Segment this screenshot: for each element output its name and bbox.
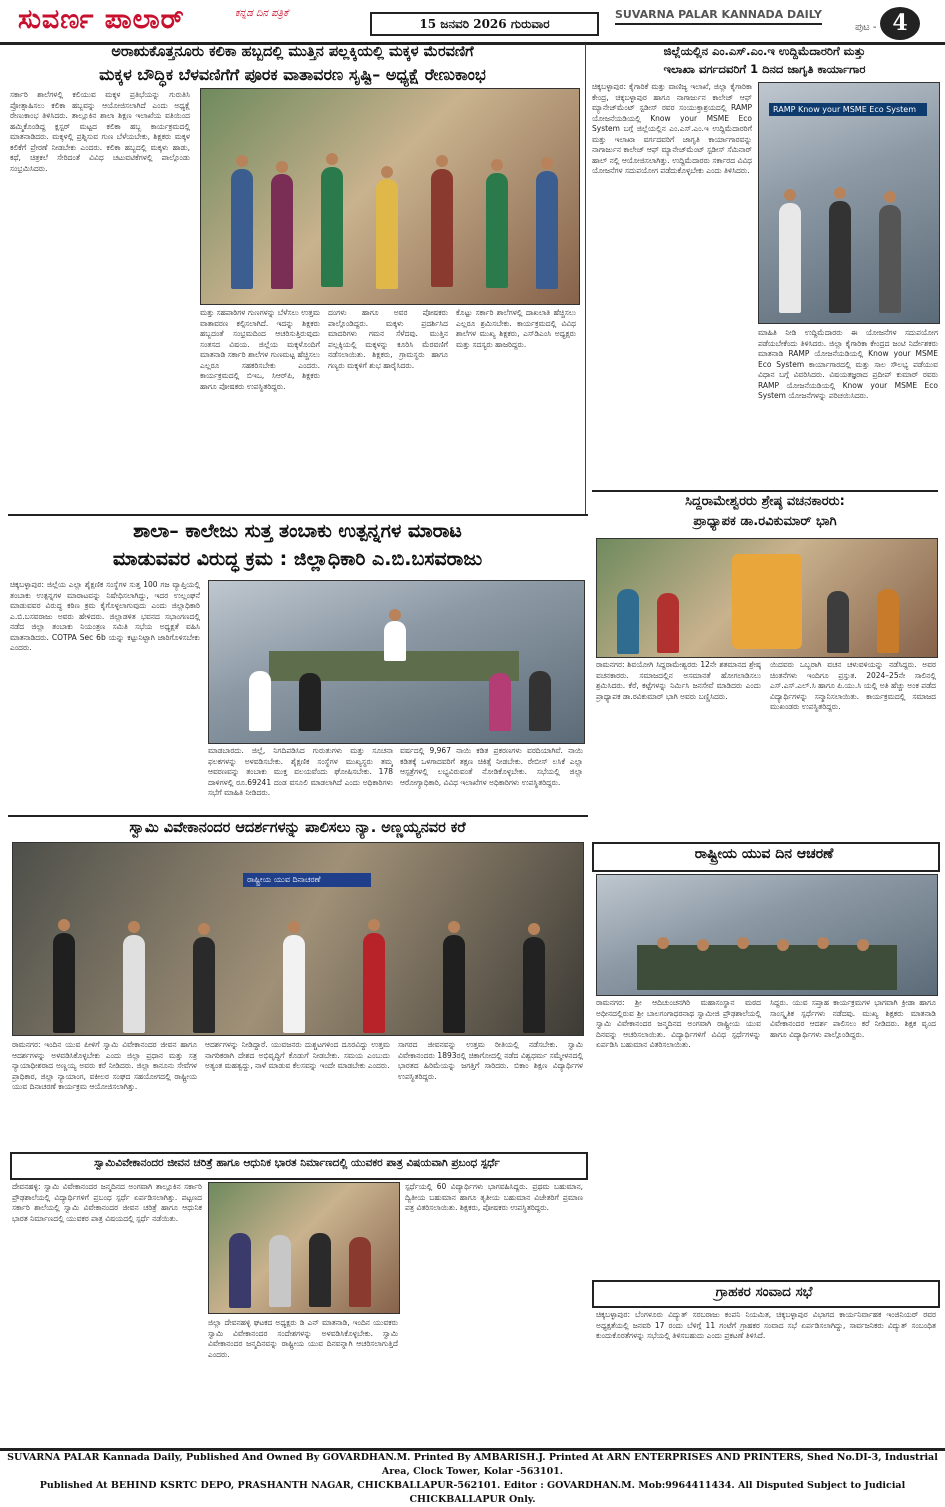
story4-column-1: ರಾಮನಗರ: ಶಿವಯೋಗಿ ಸಿದ್ದರಾಮೇಶ್ವರರು 12ನೇ ಶತಮಾನದ ಶ್ರೇಷ್ಠ ವಚನಕಾರರು. ಸಮಾಜದಲ್ಲಿನ ಅಸಮಾನತೆ ಹೋಗಲಾಡಿಸಲು ಶ್ರಮಿಸಿದರು. ಕೆರೆ, ಕಟ್ಟೆಗಳನ್ನು ನಿರ್ಮಿಸಿ ಜನಸೇವೆ ಮಾಡಿದರು ಎಂದು ಪ್ರಾಧ್ಯಾಪಕ ಡಾ.ರವಿಕುಮಾರ್ ಭಾಗಿ ಅವರು ಬಣ್ಣಿಸಿದರು. (596, 660, 761, 701)
story3-headline-2: ಮಾಡುವವರ ವಿರುದ್ಧ ಕ್ರಮ : ಜಿಲ್ಲಾಧಿಕಾರಿ ಎ.ಬಿ.ಬಸವರಾಜು (112, 548, 483, 570)
story1-headline-2: ಮಕ್ಕಳ ಬೌದ್ಧಿಕ ಬೆಳವಣಿಗೆಗೆ ಪೂರಕ ವಾತಾವರಣ ಸೃಷ್ಟಿ– ಅಧ್ಯಕ್ಷೆ ರೇಣುಕಾಂಭ (99, 65, 486, 84)
story2-column-1: ಚಿಕ್ಕಬಳ್ಳಾಪುರ: ಕೈಗಾರಿಕೆ ಮತ್ತು ವಾಣಿಜ್ಯ ಇಲಾಖೆ, ಜಿಲ್ಲಾ ಕೈಗಾರಿಕಾ ಕೇಂದ್ರ, ಚಿಕ್ಕಬಳ್ಳಾಪುರ ಹಾಗೂ ನಾಗಾರ್ಜುನ ಕಾಲೇಜ್ ಆಫ್ ಮ್ಯಾನೇಜ್‌ಮೆಂಟ್ ಸ್ಟಡೀಸ್ ರವರ ಸಂಯುಕ್ತಾಶ್ರಯದಲ್ಲಿ RAMP ಯೋಜನೆಯಡಿಯಲ್ಲಿ Know your MSME Eco System ಬಗ್ಗೆ ಜಿಲ್ಲೆಯಲ್ಲಿನ ಎಂ.ಎಸ್.ಎಂ.ಇ ಉದ್ದಿಮೆದಾರರಿಗೆ ಮತ್ತು ಇಲಾಖಾ ವರ್ಗದವರಿಗೆ ಜಾಗೃತಿ ಕಾರ್ಯಾಗಾರವನ್ನು ನಾಗಾರ್ಜುನ ಕಾಲೇಜ್ ಆಫ್ ಮ್ಯಾನೇಜ್‌ಮೆಂಟ್ ಸ್ಟಡೀಸ್ ಸೆಮಿನಾರ್ ಹಾಲ್ ನಲ್ಲಿ ಆಯೋಜಿಸಲಾಗಿತ್ತು. ಉದ್ದಿಮೆದಾರರು ಸರ್ಕಾರದ ವಿವಿಧ ಯೋಜನೆಗಳ ಸದುಪಯೋಗ ಪಡೆದುಕೊಳ್ಳಬೇಕು ಎಂದು ತಿಳಿಸಿದರು. (592, 82, 752, 175)
story3-photo (208, 580, 585, 744)
section-divider (8, 815, 588, 817)
story7-column-1: ರಾಮನಗರ: ಶ್ರೀ ಆದಿಚುಂಚನಗಿರಿ ಮಹಾಸಂಸ್ಥಾನ ಮಠದ ಅಧೀನದಲ್ಲಿರುವ ಶ್ರೀ ಬಾಲಗಂಗಾಧರನಾಥ ಸ್ವಾಮೀಜಿ ಪ್ರೌಢಶಾಲೆಯಲ್ಲಿ ಸ್ವಾಮಿ ವಿವೇಕಾನಂದರ ಜನ್ಮದಿನದ ಅಂಗವಾಗಿ ರಾಷ್ಟ್ರೀಯ ಯುವ ದಿನವನ್ನು ಆಚರಿಸಲಾಯಿತು. ವಿದ್ಯಾರ್ಥಿಗಳಿಗೆ ವಿವಿಧ ಸ್ಪರ್ಧೆಗಳನ್ನು ಏರ್ಪಡಿಸಿ ಬಹುಮಾನ ವಿತರಿಸಲಾಯಿತು. (596, 998, 761, 1049)
story5-column-1: ರಾಮನಗರ: ಇಂದಿನ ಯುವ ಪೀಳಿಗೆ ಸ್ವಾಮಿ ವಿವೇಕಾನಂದರ ಜೀವನ ಹಾಗೂ ಆದರ್ಶಗಳನ್ನು ಅಳವಡಿಸಿಕೊಳ್ಳಬೇಕು ಎಂದು ಜಿಲ್ಲಾ ಪ್ರಧಾನ ಮತ್ತು ಸತ್ರ ನ್ಯಾಯಾಧೀಶರಾದ ಅಣ್ಣಯ್ಯ ಅವರು ಕರೆ ನೀಡಿದರು. ಜಿಲ್ಲಾ ಕಾನೂನು ಸೇವೆಗಳ ಪ್ರಾಧಿಕಾರ, ಜಿಲ್ಲಾ ನ್ಯಾಯಾಂಗ, ವಕೀಲರ ಸಂಘದ ಸಹಯೋಗದಲ್ಲಿ ರಾಷ್ಟ್ರೀಯ ಯುವ ದಿನಾಚರಣೆ ಕಾರ್ಯಕ್ರಮ ಆಯೋಜಿಸಲಾಗಿತ್ತು. (12, 1040, 197, 1091)
story5-column-2: ಆದರ್ಶಗಳನ್ನು ನೀಡಿದ್ದಾರೆ. ಯುವಜನರು ದುಶ್ಚಟಗಳಿಂದ ದೂರವಿದ್ದು ಉತ್ತಮ ನಾಗರಿಕರಾಗಿ ದೇಶದ ಅಭಿವೃದ್ಧಿಗೆ ಕೊಡುಗೆ ನೀಡಬೇಕು. ಸಮಯ ಎಂಬುದು ಅತ್ಯಂತ ಮಹತ್ವದ್ದು, ನಾಳೆ ಮಾಡುವ ಕೆಲಸವನ್ನು ಇಂದೇ ಮಾಡಬೇಕು ಎಂದರು. (205, 1040, 390, 1070)
story1-column-3: ದಂಗಳು ಹಾಗೂ ಅವರ ಪೋಷಕರು ಪಾಲ್ಗೊಂಡಿದ್ದರು. ಮಕ್ಕಳು ಪ್ರದರ್ಶಿಸಿದ ಮಾದರಿಗಳು ಗಮನ ಸೆಳೆದವು. ಮುತ್ತಿನ ಪಲ್ಲಕ್ಕಿಯಲ್ಲಿ ಮಕ್ಕಳನ್ನು ಕೂರಿಸಿ ಮೆರವಣಿಗೆ ನಡೆಸಲಾಯಿತು. ಶಿಕ್ಷಕರು, ಗ್ರಾಮಸ್ಥರು ಹಾಗೂ ಗಣ್ಯರು ಮಕ್ಕಳಿಗೆ ಶುಭ ಹಾರೈಸಿದರು. (328, 308, 448, 370)
story8-headline: ಗ್ರಾಹಕರ ಸಂವಾದ ಸಭೆ (715, 1284, 813, 1300)
story2-headline-2: ಇಲಾಖಾ ವರ್ಗದವರಿಗೆ 1 ದಿನದ ಜಾಗೃತಿ ಕಾರ್ಯಾಗಾರ (663, 62, 866, 76)
section-divider (592, 490, 938, 492)
vivekananda-banner: ರಾಷ್ಟ್ರೀಯ ಯುವ ದಿನಾಚರಣೆ (243, 873, 371, 887)
story6-photo (208, 1182, 400, 1314)
story5-photo (12, 842, 584, 1036)
story3-column-1: ಚಿಕ್ಕಬಳ್ಳಾಪುರ: ಜಿಲ್ಲೆಯ ಎಲ್ಲಾ ಶೈಕ್ಷಣಿಕ ಸಂಸ್ಥೆಗಳ ಸುತ್ತ 100 ಗಜ ವ್ಯಾಪ್ತಿಯಲ್ಲಿ ತಂಬಾಕು ಉತ್ಪನ್ನಗಳ ಮಾರಾಟವನ್ನು ನಿಷೇಧಿಸಲಾಗಿದ್ದು, ಇದರ ಉಲ್ಲಂಘನೆ ಮಾಡುವವರ ವಿರುದ್ಧ ಕಠಿಣ ಕ್ರಮ ಕೈಗೊಳ್ಳಲಾಗುವುದು ಎಂದು ಜಿಲ್ಲಾಧಿಕಾರಿ ಎ.ಬಿ.ಬಸವರಾಜು ಅವರು ಹೇಳಿದರು. ಜಿಲ್ಲಾಡಳಿತ ಭವನದ ಸಭಾಂಗಣದಲ್ಲಿ ನಡೆದ ಜಿಲ್ಲಾ ತಂಬಾಕು ನಿಯಂತ್ರಣ ಸಮಿತಿ ಸಭೆಯ ಅಧ್ಯಕ್ಷತೆ ವಹಿಸಿ ಮಾತನಾಡಿದರು. COTPA Sec 6b ಯನ್ನು ಕಟ್ಟುನಿಟ್ಟಾಗಿ ಜಾರಿಗೊಳಿಸಬೇಕು ಎಂದರು. (10, 580, 200, 652)
story5-column-3: ಸಾಗರದ ಜೀವನವನ್ನು ಉತ್ತಮ ರೀತಿಯಲ್ಲಿ ನಡೆಸಬೇಕು. ಸ್ವಾಮಿ ವಿವೇಕಾನಂದರು 1893ರಲ್ಲಿ ಚಿಕಾಗೋದಲ್ಲಿ ನಡೆದ ವಿಶ್ವಧರ್ಮ ಸಮ್ಮೇಳನದಲ್ಲಿ ಭಾರತದ ಹಿರಿಮೆಯನ್ನು ಜಗತ್ತಿಗೆ ಸಾರಿದರು. ಬಿಕಾಂ ಶಿಕ್ಷಣ ವಿದ್ಯಾರ್ಥಿಗಳ ಉಪಸ್ಥಿತರಿದ್ದರು. (398, 1040, 583, 1081)
section-divider (8, 514, 588, 516)
story4-headline-2: ಪ್ರಾಧ್ಯಾಪಕ ಡಾ.ರವಿಕುಮಾರ್ ಭಾಗಿ (693, 514, 837, 529)
issue-date: 15 ಜನವರಿ 2026 ಗುರುವಾರ (370, 12, 599, 36)
story6-column-2: ಜಿಲ್ಲಾ ದೇವನಹಳ್ಳಿ ಘಟಕದ ಅಧ್ಯಕ್ಷರು ಡಿ ಎನ್ ಮಾತನಾಡಿ, ಇಂದಿನ ಯುವಕರು ಸ್ವಾಮಿ ವಿವೇಕಾನಂದರ ಸಂದೇಶಗಳನ್ನು ಅಳವಡಿಸಿಕೊಳ್ಳಬೇಕು. ಸ್ವಾಮಿ ವಿವೇಕಾನಂದರ ಜನ್ಮದಿನವನ್ನು ರಾಷ್ಟ್ರೀಯ ಯುವ ದಿನವನ್ನಾಗಿ ಆಚರಿಸಲಾಗುತ್ತಿದೆ ಎಂದರು. (208, 1318, 398, 1359)
story1-column-1: ಸರ್ಕಾರಿ ಶಾಲೆಗಳಲ್ಲಿ ಕಲಿಯುವ ಮಕ್ಕಳ ಪ್ರತಿಭೆಯನ್ನು ಗುರುತಿಸಿ ಪ್ರೋತ್ಸಾಹಿಸಲು ಕಲಿಕಾ ಹಬ್ಬವನ್ನು ಆಯೋಜಿಸಲಾಗಿದೆ ಎಂದು ಅಧ್ಯಕ್ಷೆ ರೇಣುಕಾಂಭ ತಿಳಿಸಿದರು. ತಾಲ್ಲೂಕಿನ ಶಾಲಾ ಶಿಕ್ಷಣ ಇಲಾಖೆಯ ವತಿಯಿಂದ ಹಮ್ಮಿಕೊಂಡಿದ್ದ ಕ್ಲಸ್ಟರ್ ಮಟ್ಟದ ಕಲಿಕಾ ಹಬ್ಬ ಕಾರ್ಯಕ್ರಮದಲ್ಲಿ ಮಾತನಾಡಿದರು. ಮಕ್ಕಳಲ್ಲಿ ಪ್ರಶ್ನಿಸುವ ಗುಣ ಬೆಳೆಯಬೇಕು, ಶಿಕ್ಷಕರು ಮಕ್ಕಳ ಕಲಿಕೆಗೆ ಪ್ರೇರಣೆ ನೀಡಬೇಕು ಎಂದರು. ಕಲಿಕಾ ಹಬ್ಬದಲ್ಲಿ ಮಕ್ಕಳು ಹಾಡು, ಕಥೆ, ಚಿತ್ರಕಲೆ ಸೇರಿದಂತೆ ವಿವಿಧ ಚಟುವಟಿಕೆಗಳಲ್ಲಿ ಪಾಲ್ಗೊಂಡು ಸಂಭ್ರಮಿಸಿದರು. (10, 90, 190, 173)
story4-column-2: ಯಿದವರು ಒಬ್ಬರಾಗಿ ವಚನ ಚಳುವಳಿಯನ್ನು ನಡೆಸಿದ್ದರು. ಅವರ ಚಿಂತನೆಗಳು ಇಂದಿಗೂ ಪ್ರಸ್ತುತ. 2024–25ನೇ ಸಾಲಿನಲ್ಲಿ ಎಸ್.ಎಸ್.ಎಲ್.ಸಿ ಹಾಗೂ ಪಿ.ಯು.ಸಿ ಯಲ್ಲಿ ಅತಿ ಹೆಚ್ಚು ಅಂಕ ಪಡೆದ ವಿದ್ಯಾರ್ಥಿಗಳನ್ನು ಸನ್ಮಾನಿಸಲಾಯಿತು. ಕಾರ್ಯಕ್ರಮದಲ್ಲಿ ಸಮಾಜದ ಮುಖಂಡರು ಉಪಸ್ಥಿತರಿದ್ದರು. (770, 660, 936, 711)
story1-column-2: ಮತ್ತು ಸಹಪಾಠಿಗಳ ಗುಣಗಳನ್ನು ಬೆಳೆಸಲು ಉತ್ತಮ ವಾತಾವರಣ ಕಲ್ಪಿಸಲಾಗಿದೆ. ಇದನ್ನು ಶಿಕ್ಷಕರು ಹಬ್ಬದಂತೆ ಸಂಭ್ರಮದಿಂದ ಆಚರಿಸುತ್ತಿರುವುದು ಸಂತಸದ ವಿಷಯ. ಜಿಲ್ಲೆಯ ಮಕ್ಕಳೊಂದಿಗೆ ಮಾತನಾಡಿ ಸರ್ಕಾರಿ ಶಾಲೆಗಳ ಗುಣಮಟ್ಟ ಹೆಚ್ಚಿಸಲು ಎಲ್ಲರೂ ಸಹಕರಿಸಬೇಕು ಎಂದರು. ಕಾರ್ಯಕ್ರಮದಲ್ಲಿ ಬಿಇಒ, ಸಿಆರ್‌ಪಿ, ಶಿಕ್ಷಕರು ಹಾಗೂ ಪೋಷಕರು ಉಪಸ್ಥಿತರಿದ್ದರು. (200, 308, 320, 391)
english-title: SUVARNA PALAR KANNADA DAILY (615, 8, 822, 25)
story7-photo (596, 874, 938, 996)
page-label: ಪುಟ - (855, 22, 877, 33)
newspaper-logo: ಸುವರ್ಣ ಪಾಲಾರ್ (18, 4, 185, 35)
page-number: 4 (880, 7, 920, 40)
story6-column-3: ಸ್ಪರ್ಧೆಯಲ್ಲಿ 60 ವಿದ್ಯಾರ್ಥಿಗಳು ಭಾಗವಹಿಸಿದ್ದರು. ಪ್ರಥಮ ಬಹುಮಾನ, ದ್ವಿತೀಯ ಬಹುಮಾನ ಹಾಗೂ ತೃತೀಯ ಬಹುಮಾನ ವಿಜೇತರಿಗೆ ಪ್ರಮಾಣ ಪತ್ರ ವಿತರಿಸಲಾಯಿತು. ಶಿಕ್ಷಕರು, ಪೋಷಕರು ಉಪಸ್ಥಿತರಿದ್ದರು. (405, 1182, 583, 1212)
story1-headline-1: ಅರಾಋಕೊತ್ತನೂರು ಕಲಿಕಾ ಹಬ್ಬದಲ್ಲಿ ಮುತ್ತಿನ ಪಲ್ಲಕ್ಕಿಯಲ್ಲಿ ಮಕ್ಕಳ ಮೆರವಣಿಗೆ (111, 44, 474, 60)
imprint-line-1: SUVARNA PALAR Kannada Daily, Published And Owned By GOVARDHAN.M. Printed By AMBARISH.J. Printed At ARN ENTERPRISES AND PRINTERS, Shed No.DI-3, Industrial Area, Clock Tower, Kolar -563101. (7, 1452, 938, 1477)
msme-slide-caption: RAMP Know your MSME Eco System (769, 103, 927, 116)
imprint-line-2: Published At BEHIND KSRTC DEPO, PRASHANTH NAGAR, CHICKBALLAPUR-562101. Editor : GOVARDHAN.M. Mob:9964411434. All Disputed Subject to Judicial CHICKBALLAPUR Only. (39, 1480, 906, 1505)
story6-column-1: ದೇವನಹಳ್ಳಿ: ಸ್ವಾಮಿ ವಿವೇಕಾನಂದರ ಜನ್ಮದಿನದ ಅಂಗವಾಗಿ ತಾಲ್ಲೂಕಿನ ಸರ್ಕಾರಿ ಪ್ರೌಢಶಾಲೆಯಲ್ಲಿ ವಿದ್ಯಾರ್ಥಿಗಳಿಗೆ ಪ್ರಬಂಧ ಸ್ಪರ್ಧೆ ಏರ್ಪಡಿಸಲಾಗಿತ್ತು. ಪಟ್ಟಣದ ಸರ್ಕಾರಿ ಶಾಲೆಯಲ್ಲಿ ಸ್ವಾಮಿ ವಿವೇಕಾನಂದರ ಜೀವನ ಚರಿತ್ರೆ ಹಾಗೂ ಆಧುನಿಕ ಭಾರತ ನಿರ್ಮಾಣದಲ್ಲಿ ಯುವಕರ ಪಾತ್ರ ವಿಷಯದಲ್ಲಿ ಸ್ಪರ್ಧೆ ನಡೆಯಿತು. (12, 1182, 202, 1223)
story4-headline-1: ಸಿದ್ದರಾಮೇಶ್ವರರು ಶ್ರೇಷ್ಠ ವಚನಕಾರರು: (685, 494, 845, 509)
story3-column-3: ವರ್ಷದಲ್ಲಿ 9,967 ನಾಯಿ ಕಡಿತ ಪ್ರಕರಣಗಳು ವರದಿಯಾಗಿವೆ. ನಾಯಿ ಕಡಿತಕ್ಕೆ ಒಳಗಾದವರಿಗೆ ತಕ್ಷಣ ಚಿಕಿತ್ಸೆ ನೀಡಬೇಕು. ರೇಬೀಸ್ ಲಸಿಕೆ ಎಲ್ಲಾ ಆಸ್ಪತ್ರೆಗಳಲ್ಲಿ ಲಭ್ಯವಿರುವಂತೆ ನೋಡಿಕೊಳ್ಳಬೇಕು. ಸಭೆಯಲ್ಲಿ ಜಿಲ್ಲಾ ಆರೋಗ್ಯಾಧಿಕಾರಿ, ವಿವಿಧ ಇಲಾಖೆಗಳ ಅಧಿಕಾರಿಗಳು ಉಪಸ್ಥಿತರಿದ್ದರು. (400, 746, 583, 787)
story3-column-2: ಮಾಡಬಾರದು. ಜಿಲ್ಲೆ, ನಿಗದಿಪಡಿಸಿದ ಗುರುತುಗಳು ಮತ್ತು ಸೂಚನಾ ಫಲಕಗಳನ್ನು ಅಳವಡಿಸಬೇಕು. ಶೈಕ್ಷಣಿಕ ಸಂಸ್ಥೆಗಳ ಮುಖ್ಯಸ್ಥರು ತಮ್ಮ ಆವರಣವನ್ನು ತಂಬಾಕು ಮುಕ್ತ ವಲಯವೆಂದು ಘೋಷಿಸಬೇಕು. 178 ದಾಳಿಗಳಲ್ಲಿ ರೂ.69241 ದಂಡ ವಸೂಲಿ ಮಾಡಲಾಗಿದೆ ಎಂದು ಅಧಿಕಾರಿಗಳು ಸಭೆಗೆ ಮಾಹಿತಿ ನೀಡಿದರು. (208, 746, 393, 797)
story6-headline: ಸ್ವಾಮಿವಿವೇಕಾನಂದರ ಜೀವನ ಚರಿತ್ರೆ ಹಾಗೂ ಆಧುನಿಕ ಭಾರತ ನಿರ್ಮಾಣದಲ್ಲಿ ಯುವಕರ ಪಾತ್ರ ವಿಷಯವಾಗಿ ಪ್ರಬಂಧ ಸ್ಪರ್ಧೆ (94, 1157, 500, 1169)
logo-tagline: ಕನ್ನಡ ದಿನ ಪತ್ರಿಕೆ (235, 8, 289, 19)
story2-headline-1: ಜಿಲ್ಲೆಯಲ್ಲಿನ ಎಂ.ಎಸ್.ಎಂ.ಇ ಉದ್ದಿಮೆದಾರರಿಗೆ ಮತ್ತು (663, 44, 866, 58)
story5-headline: ಸ್ವಾಮಿ ವಿವೇಕಾನಂದರ ಆದರ್ಶಗಳನ್ನು ಪಾಲಿಸಲು ನ್ಯಾ. ಅಣ್ಣಯ್ಯನವರ ಕರೆ (129, 820, 466, 836)
story3-headline-1: ಶಾಲಾ– ಕಾಲೇಜು ಸುತ್ತ ತಂಬಾಕು ಉತ್ಪನ್ನಗಳ ಮಾರಾಟ (133, 520, 462, 542)
column-divider (585, 44, 586, 514)
story2-column-2: ಮಾಹಿತಿ ನೀಡಿ ಉದ್ದಿಮೆದಾರರು ಈ ಯೋಜನೆಗಳ ಸದುಪಯೋಗ ಪಡೆಯಬೇಕೆಂದು ತಿಳಿಸಿದರು. ಜಿಲ್ಲಾ ಕೈಗಾರಿಕಾ ಕೇಂದ್ರದ ಜಂಟಿ ನಿರ್ದೇಶಕರು ಮಾತನಾಡಿ RAMP ಯೋಜನೆಯಡಿಯಲ್ಲಿ Know your MSME Eco System ಕಾರ್ಯಾಗಾರದಲ್ಲಿ ಮತ್ತು ಸಾಲ ಸೌಲಭ್ಯ ಪಡೆಯುವ ವಿಧಾನ ಬಗ್ಗೆ ವಿವರಿಸಿದರು. ವಿಷಯತಜ್ಞರಾದ ಪ್ರದೀಪ್ ಕುಮಾರ್ ರವರು RAMP ಯೋಜನೆಯಡಿಯಲ್ಲಿ Know your MSME Eco System ಯೋಜನೆಗಳನ್ನು ಪರಿಚಯಿಸಿದರು. (758, 328, 938, 400)
story7-column-2: ಸಿದ್ದರು. ಯುವ ಸಪ್ತಾಹ ಕಾರ್ಯಕ್ರಮಗಳ ಭಾಗವಾಗಿ ಕ್ರೀಡಾ ಹಾಗೂ ಸಾಂಸ್ಕೃತಿಕ ಸ್ಪರ್ಧೆಗಳು ನಡೆದವು. ಮುಖ್ಯ ಶಿಕ್ಷಕರು ಮಾತನಾಡಿ ವಿವೇಕಾನಂದರ ಆದರ್ಶ ಪಾಲಿಸಲು ಕರೆ ನೀಡಿದರು. ಶಿಕ್ಷಕ ವೃಂದ ಹಾಗೂ ವಿದ್ಯಾರ್ಥಿಗಳು ಪಾಲ್ಗೊಂಡಿದ್ದರು. (770, 998, 936, 1039)
story1-column-4: ಕೊಟ್ಟು ಸರ್ಕಾರಿ ಶಾಲೆಗಳಲ್ಲಿ ದಾಖಲಾತಿ ಹೆಚ್ಚಿಸಲು ಎಲ್ಲರೂ ಶ್ರಮಿಸಬೇಕು. ಕಾರ್ಯಕ್ರಮದಲ್ಲಿ ವಿವಿಧ ಶಾಲೆಗಳ ಮುಖ್ಯ ಶಿಕ್ಷಕರು, ಎಸ್‌ಡಿಎಂಸಿ ಅಧ್ಯಕ್ಷರು ಮತ್ತು ಸದಸ್ಯರು ಹಾಜರಿದ್ದರು. (456, 308, 576, 349)
story4-photo (596, 538, 938, 658)
story2-photo (758, 82, 940, 324)
story7-headline: ರಾಷ್ಟ್ರೀಯ ಯುವ ದಿನ ಆಚರಣೆ (694, 846, 834, 862)
imprint-footer (0, 1448, 945, 1505)
story8-body: ಚಿಕ್ಕಬಳ್ಳಾಪುರ: ಬೆಂಗಳೂರು ವಿದ್ಯುತ್ ಸರಬರಾಜು ಕಂಪನಿ ನಿಯಮಿತ, ಚಿಕ್ಕಬಳ್ಳಾಪುರ ವಿಭಾಗದ ಕಾರ್ಯನಿರ್ವಾಹಕ ಇಂಜಿನಿಯರ್ ರವರ ಅಧ್ಯಕ್ಷತೆಯಲ್ಲಿ ಜನವರಿ 17 ರಂದು ಬೆಳಿಗ್ಗೆ 11 ಗಂಟೆಗೆ ಗ್ರಾಹಕರ ಸಂವಾದ ಸಭೆ ಏರ್ಪಡಿಸಲಾಗಿದ್ದು, ಸಾರ್ವಜನಿಕರು ವಿದ್ಯುತ್ ಸಂಬಂಧಿತ ಕುಂದುಕೊರತೆಗಳನ್ನು ಸಭೆಯಲ್ಲಿ ತಿಳಿಸಬಹುದು ಎಂದು ಪ್ರಕಟಣೆ ತಿಳಿಸಿದೆ. (596, 1310, 936, 1340)
story1-photo (200, 88, 580, 305)
